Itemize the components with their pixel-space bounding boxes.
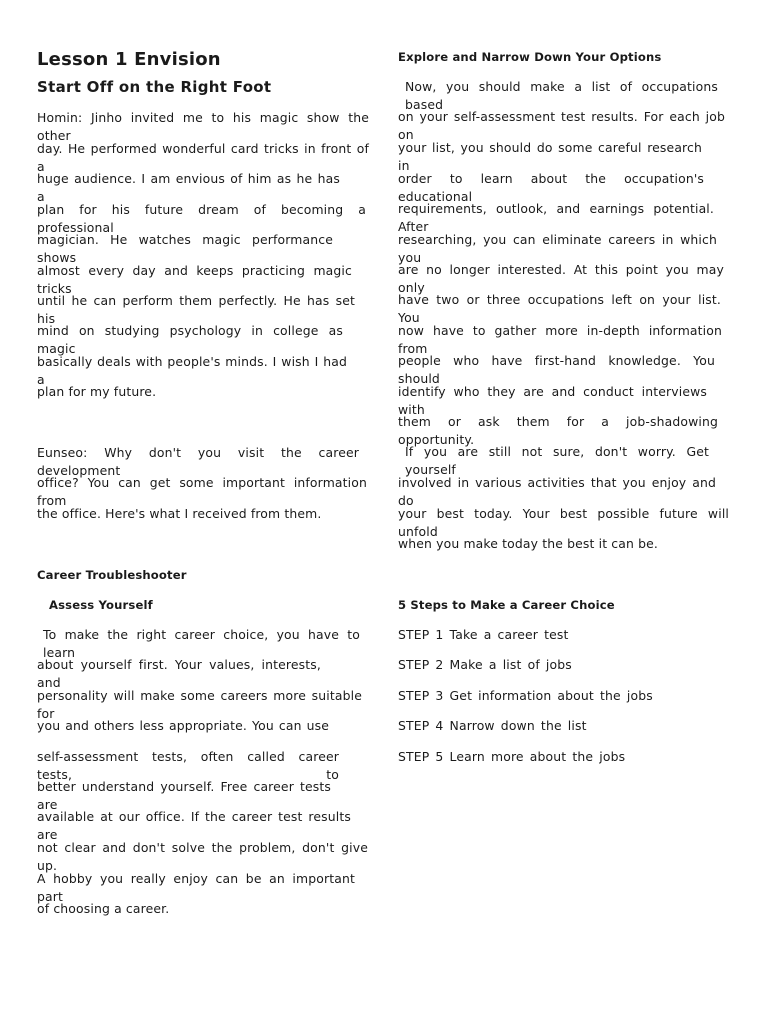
assess-line: personality will make some careers more suitable for xyxy=(37,688,362,721)
homin-line: plan for his future dream of becoming a professional xyxy=(37,202,366,235)
step-item: STEP 5 Learn more about the jobs xyxy=(398,749,626,764)
assess-line: self-assessment tests, often called career tests, to xyxy=(37,749,339,782)
homin-line: plan for my future. xyxy=(37,384,157,399)
homin-line: basically deals with people's minds. I wish I had a xyxy=(37,354,347,387)
step-item: STEP 1 Take a career test xyxy=(398,627,569,642)
career-troubleshooter-heading: Career Troubleshooter xyxy=(37,568,187,582)
step-item: STEP 4 Narrow down the list xyxy=(398,718,587,733)
explore-line: researching, you can eliminate careers in which you xyxy=(398,232,717,265)
eunseo-line: Eunseo: Why don't you visit the career development xyxy=(37,445,359,478)
assess-line: better understand yourself. Free career tests are xyxy=(37,779,331,812)
explore-line: now have to gather more in-depth information from xyxy=(398,323,722,356)
eunseo-line: the office. Here's what I received from them. xyxy=(37,506,322,521)
lesson-subtitle: Start Off on the Right Foot xyxy=(37,78,272,96)
homin-line: magician. He watches magic performance shows xyxy=(37,232,333,265)
homin-line: almost every day and keeps practicing magic tricks xyxy=(37,263,352,296)
explore-line: If you are still not sure, don't worry. Get yourself xyxy=(405,444,709,477)
homin-line: until he can perform them perfectly. He has set his xyxy=(37,293,355,326)
step-item: STEP 2 Make a list of jobs xyxy=(398,657,572,672)
steps-heading: 5 Steps to Make a Career Choice xyxy=(398,598,615,612)
assess-line: about yourself first. Your values, interests, and xyxy=(37,657,321,690)
assess-line: of choosing a career. xyxy=(37,901,170,916)
assess-line: you and others less appropriate. You can use xyxy=(37,718,329,733)
assess-line: To make the right career choice, you have to learn xyxy=(43,627,360,660)
explore-line: are no longer interested. At this point you may only xyxy=(398,262,724,295)
explore-line: your list, you should do some careful research in xyxy=(398,140,702,173)
eunseo-line: office? You can get some important information from xyxy=(37,475,367,508)
assess-line: A hobby you really enjoy can be an important part xyxy=(37,871,355,904)
explore-line: them or ask them for a job-shadowing opportunity. xyxy=(398,414,718,447)
homin-line: Homin: Jinho invited me to his magic show the other xyxy=(37,110,369,143)
homin-line: day. He performed wonderful card tricks in front of a xyxy=(37,141,369,174)
explore-line: on your self-assessment test results. For each job on xyxy=(398,109,725,142)
explore-line: identify who they are and conduct interviews with xyxy=(398,384,707,417)
assess-yourself-heading: Assess Yourself xyxy=(49,598,153,612)
explore-heading: Explore and Narrow Down Your Options xyxy=(398,50,662,64)
explore-line: order to learn about the occupation's educational xyxy=(398,171,704,204)
assess-line: not clear and don't solve the problem, don't give up. xyxy=(37,840,368,873)
explore-line: requirements, outlook, and earnings potential. After xyxy=(398,201,714,234)
homin-line: mind on studying psychology in college as magic xyxy=(37,323,343,356)
homin-line: huge audience. I am envious of him as he has a xyxy=(37,171,340,204)
explore-line: when you make today the best it can be. xyxy=(398,536,658,551)
explore-line: have two or three occupations left on your list. You xyxy=(398,292,721,325)
lesson-title: Lesson 1 Envision xyxy=(37,49,221,70)
explore-line: Now, you should make a list of occupations based xyxy=(405,79,718,112)
explore-line: your best today. Your best possible future will unfold xyxy=(398,506,729,539)
step-item: STEP 3 Get information about the jobs xyxy=(398,688,653,703)
assess-line: available at our office. If the career test results are xyxy=(37,809,351,842)
explore-line: people who have first-hand knowledge. You should xyxy=(398,353,715,386)
explore-line: involved in various activities that you enjoy and do xyxy=(398,475,716,508)
